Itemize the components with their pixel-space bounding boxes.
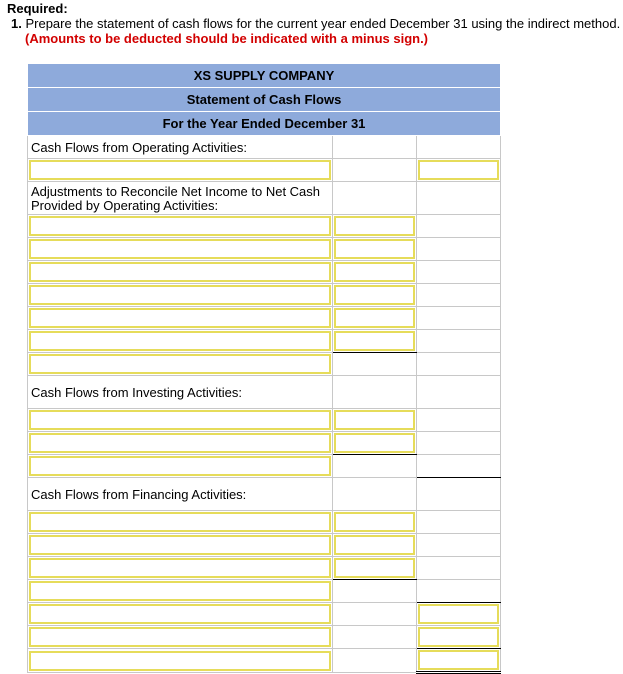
operating-total-line-input[interactable]: [28, 353, 333, 376]
empty-cell: [417, 330, 501, 353]
financing-activities-label: Cash Flows from Financing Activities:: [28, 478, 333, 511]
empty-cell: [333, 455, 417, 478]
empty-cell: [333, 159, 417, 182]
empty-cell: [417, 580, 501, 603]
operating-line-input[interactable]: [28, 159, 333, 182]
ending-cash-amount-input[interactable]: [417, 649, 501, 673]
empty-cell: [333, 136, 417, 159]
investing-line-input[interactable]: [28, 409, 333, 432]
empty-cell: [333, 649, 417, 673]
financing-total-line-input[interactable]: [28, 580, 333, 603]
beginning-cash-amount-input[interactable]: [417, 626, 501, 649]
empty-cell: [417, 182, 501, 215]
adjustment-amount-input[interactable]: [333, 307, 417, 330]
instruction-number: 1.: [11, 16, 22, 31]
adjustments-label: Adjustments to Reconcile Net Income to Net Cash Provided by Operating Activities:: [28, 182, 333, 215]
adjustment-line-input[interactable]: [28, 307, 333, 330]
operating-amount-input[interactable]: [417, 159, 501, 182]
adjustment-amount-input[interactable]: [333, 238, 417, 261]
cash-flow-statement-table: [27, 63, 501, 674]
adjustment-amount-input[interactable]: [333, 330, 417, 353]
adjustment-line-input[interactable]: [28, 330, 333, 353]
empty-cell: [333, 376, 417, 409]
empty-cell: [333, 626, 417, 649]
empty-cell: [417, 376, 501, 409]
empty-cell: [333, 182, 417, 215]
instruction-text: Prepare the statement of cash flows for the current year ended December 31 using the indirect method.: [25, 16, 621, 31]
investing-amount-input[interactable]: [333, 409, 417, 432]
empty-cell: [417, 238, 501, 261]
minus-sign-note: (Amounts to be deducted should be indicated with a minus sign.): [25, 31, 429, 46]
empty-cell: [417, 534, 501, 557]
empty-cell: [417, 455, 501, 478]
empty-cell: [333, 353, 417, 376]
operating-activities-label: Cash Flows from Operating Activities:: [28, 136, 333, 159]
adjustment-amount-input[interactable]: [333, 215, 417, 238]
empty-cell: [417, 557, 501, 580]
adjustment-line-input[interactable]: [28, 261, 333, 284]
financing-amount-input[interactable]: [333, 557, 417, 580]
statement-period: For the Year Ended December 31: [28, 112, 501, 136]
empty-cell: [417, 409, 501, 432]
adjustment-line-input[interactable]: [28, 284, 333, 307]
beginning-cash-line-input[interactable]: [28, 626, 333, 649]
financing-amount-input[interactable]: [333, 511, 417, 534]
financing-amount-input[interactable]: [333, 534, 417, 557]
net-change-amount-input[interactable]: [417, 603, 501, 626]
empty-cell: [417, 215, 501, 238]
empty-cell: [417, 511, 501, 534]
investing-total-line-input[interactable]: [28, 455, 333, 478]
adjustment-amount-input[interactable]: [333, 284, 417, 307]
empty-cell: [417, 353, 501, 376]
investing-amount-input[interactable]: [333, 432, 417, 455]
financing-line-input[interactable]: [28, 534, 333, 557]
investing-line-input[interactable]: [28, 432, 333, 455]
empty-cell: [417, 284, 501, 307]
empty-cell: [417, 136, 501, 159]
empty-cell: [333, 478, 417, 511]
financing-line-input[interactable]: [28, 511, 333, 534]
investing-activities-label: Cash Flows from Investing Activities:: [28, 376, 333, 409]
empty-cell: [333, 580, 417, 603]
empty-cell: [417, 478, 501, 511]
statement-title: Statement of Cash Flows: [28, 88, 501, 112]
instruction: [11, 16, 620, 31]
company-name: XS SUPPLY COMPANY: [28, 64, 501, 88]
ending-cash-line-input[interactable]: [28, 649, 333, 673]
net-change-line-input[interactable]: [28, 603, 333, 626]
adjustment-line-input[interactable]: [28, 238, 333, 261]
required-label: Required:: [7, 1, 68, 16]
empty-cell: [333, 603, 417, 626]
adjustment-line-input[interactable]: [28, 215, 333, 238]
empty-cell: [417, 432, 501, 455]
empty-cell: [417, 261, 501, 284]
adjustment-amount-input[interactable]: [333, 261, 417, 284]
empty-cell: [417, 307, 501, 330]
financing-line-input[interactable]: [28, 557, 333, 580]
